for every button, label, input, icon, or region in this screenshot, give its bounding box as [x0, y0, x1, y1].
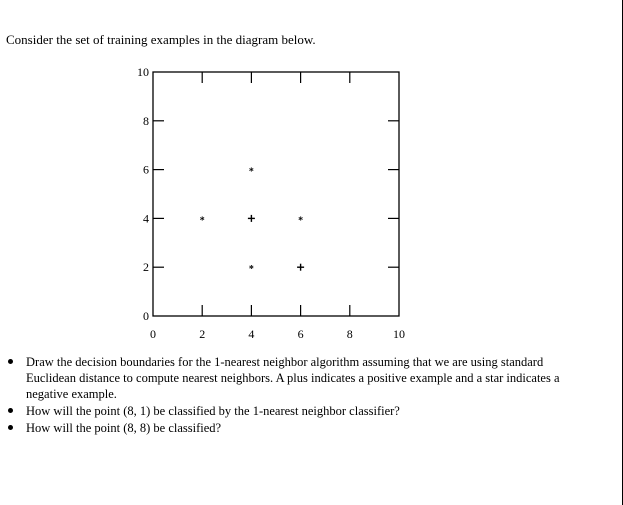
bullet-icon — [8, 425, 13, 430]
intro-text: Consider the set of training examples in the diagram below. — [6, 32, 316, 47]
point-star: * — [298, 215, 304, 227]
y-tick-label-2: 2 — [143, 260, 149, 275]
question-item — [8, 354, 568, 402]
point-star: * — [248, 166, 254, 178]
plot-frame — [153, 72, 399, 316]
data-points — [200, 167, 304, 276]
x-tick-label-8: 8 — [346, 327, 353, 341]
question-item — [8, 420, 568, 436]
bullet-icon — [8, 359, 13, 364]
x-tick-labels — [150, 327, 405, 341]
point-plus — [248, 215, 255, 222]
bullet-icon — [8, 408, 13, 413]
x-tick-label-2: 2 — [199, 327, 206, 341]
tick-marks — [153, 72, 399, 316]
x-tick-label-6: 6 — [297, 327, 304, 341]
y-tick-label-4: 4 — [143, 211, 149, 226]
question-text: How will the point (8, 8) be classified? — [26, 421, 222, 435]
x-tick-label-10: 10 — [393, 327, 405, 341]
point-star: * — [199, 215, 205, 227]
y-tick-label-0: 0 — [143, 309, 149, 323]
question-list — [8, 354, 568, 437]
y-tick-labels — [137, 65, 149, 323]
point-plus — [297, 264, 304, 271]
y-tick-label-10: 10 — [137, 65, 149, 79]
y-tick-label-6: 6 — [143, 162, 149, 177]
x-tick-label-0: 0 — [150, 327, 156, 341]
question-item — [8, 403, 568, 419]
y-tick-label-8: 8 — [143, 113, 149, 128]
x-tick-label-4: 4 — [248, 327, 255, 341]
question-text: How will the point (8, 1) be classified by the 1-nearest neighbor classifier? — [26, 404, 400, 418]
point-star: * — [248, 264, 254, 276]
question-text: Draw the decision boundaries for the 1-nearest neighbor algorithm assuming that we are using standard Euclidean distance to compute nearest neighbors. A plus indicates a positive example and a star indicates a negative example. — [26, 355, 560, 401]
